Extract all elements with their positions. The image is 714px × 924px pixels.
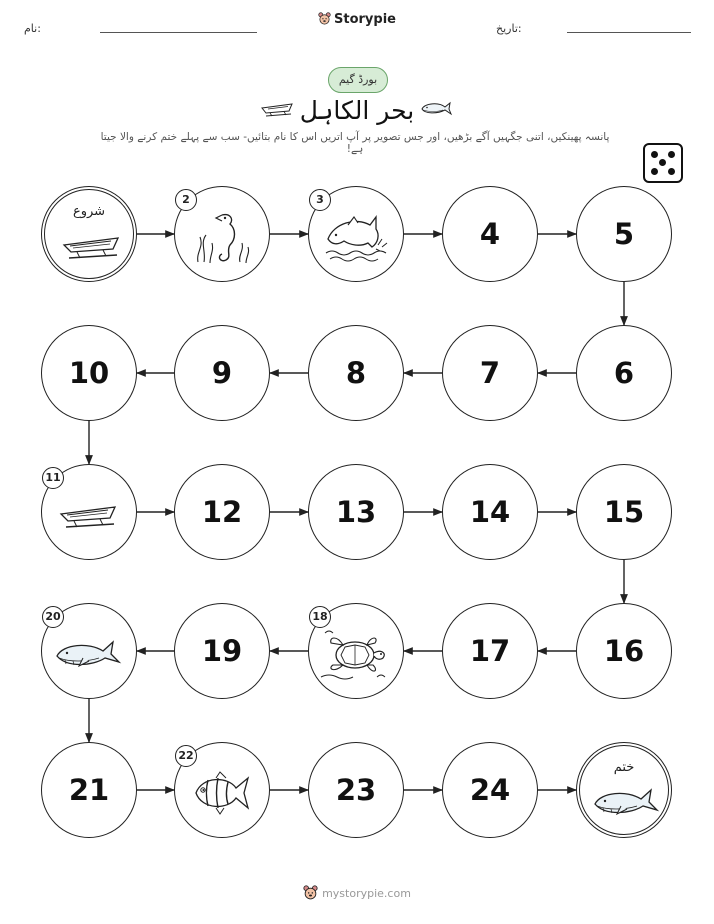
brand-name: Storypie (334, 12, 396, 27)
page-title: بحر الکاہل (299, 96, 415, 125)
space-number: 5 (613, 217, 635, 251)
footer-url: mystorypie.com (322, 887, 411, 900)
space-number: 23 (335, 773, 377, 807)
space-number-badge: 22 (175, 745, 197, 767)
space-number: 14 (469, 495, 511, 529)
space-number-badge: 18 (309, 606, 331, 628)
board-game-badge: بورڈ گیم (328, 67, 388, 93)
start-label: شروع (72, 204, 106, 219)
space-number: 17 (469, 634, 511, 668)
space-number: 10 (68, 356, 110, 390)
finish-label: ختم (613, 760, 635, 775)
space-number: 8 (345, 356, 367, 390)
space-number: 7 (479, 356, 501, 390)
space-number-badge: 11 (42, 467, 64, 489)
space-number: 9 (211, 356, 233, 390)
space-number: 12 (201, 495, 243, 529)
space-number: 4 (479, 217, 501, 251)
space-number-badge: 20 (42, 606, 64, 628)
instructions-text: پانسہ پھینکیں، اتنی جگہیں آگے بڑھیں، اور جس تصویر پر آپ اتریں اس کا نام بتائیں- سب سے پہلے ختم کرنے والا جیتا ہے! (100, 131, 610, 155)
bear-icon (303, 885, 318, 900)
space-number: 24 (469, 773, 511, 807)
space-number-badge: 3 (309, 189, 331, 211)
space-number: 19 (201, 634, 243, 668)
footer (0, 885, 714, 900)
space-number: 16 (603, 634, 645, 668)
space-number-badge: 2 (175, 189, 197, 211)
name-label: نام: (24, 22, 41, 35)
space-number: 21 (68, 773, 110, 807)
space-number: 15 (603, 495, 645, 529)
space-number: 6 (613, 356, 635, 390)
space-number: 13 (335, 495, 377, 529)
date-label: تاریخ: (496, 22, 522, 35)
